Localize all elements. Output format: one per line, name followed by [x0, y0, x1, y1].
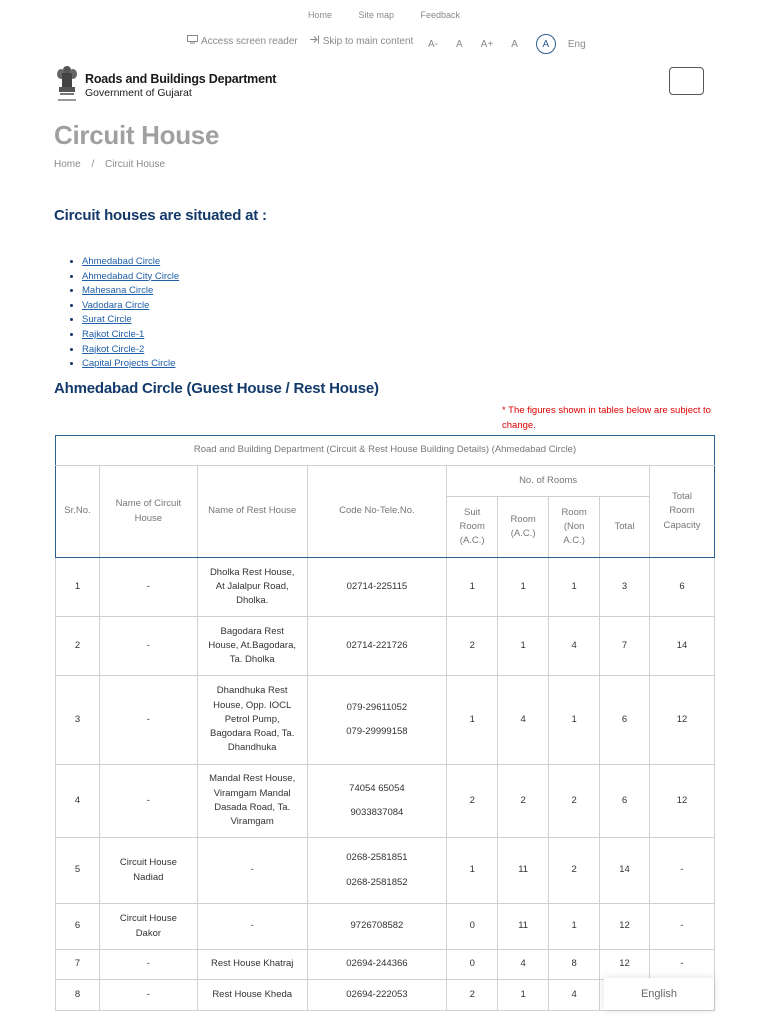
cell-capacity: -: [649, 904, 714, 950]
cell-total: 7: [600, 617, 650, 676]
cell-rest: Dholka Rest House, At Jalalpur Road, Dholka.: [197, 558, 307, 617]
nav-feedback-link[interactable]: Feedback: [420, 10, 461, 20]
header-code-tel: Code No-Tele.No.: [307, 466, 447, 558]
cell-room-ac: 2: [498, 765, 549, 838]
list-item: [82, 328, 179, 343]
cell-srno: 6: [56, 904, 100, 950]
cell-total: 3: [600, 558, 650, 617]
table-row: [56, 838, 715, 904]
cell-suit: 1: [447, 676, 498, 765]
cell-srno: 2: [56, 617, 100, 676]
cell-suit: 2: [447, 765, 498, 838]
breadcrumb-current: Circuit House: [105, 159, 166, 170]
header-room-ac: Room (A.C.): [498, 497, 549, 558]
cell-room-non-ac: 8: [549, 950, 600, 980]
cell-capacity: 6: [649, 558, 714, 617]
cell-srno: 4: [56, 765, 100, 838]
list-item: [82, 270, 179, 285]
government-name: Government of Gujarat: [85, 86, 192, 99]
header-total: Total: [600, 497, 650, 558]
top-nav: [0, 10, 768, 20]
cell-suit: 0: [447, 904, 498, 950]
table-header-row: [56, 466, 715, 497]
cell-suit: 0: [447, 950, 498, 980]
cell-rest: -: [197, 838, 307, 904]
cell-circuit: -: [99, 617, 197, 676]
cell-total: 14: [600, 838, 650, 904]
cell-total: 6: [600, 765, 650, 838]
breadcrumb-separator: /: [91, 159, 95, 170]
table-row: [56, 617, 715, 676]
cell-code-line: 9726708582: [350, 920, 404, 932]
header-rest-house: Name of Rest House: [197, 466, 307, 558]
cell-rest: Bagodara Rest House, At.Bagodara, Ta. Dholka: [197, 617, 307, 676]
cell-suit: 1: [447, 558, 498, 617]
cell-room-ac: 4: [498, 676, 549, 765]
list-item: [82, 255, 179, 270]
circle-list: [82, 255, 179, 372]
list-item: [82, 313, 179, 328]
cell-code-line: 02694-222053: [346, 988, 408, 1000]
header-capacity: Total Room Capacity: [649, 466, 714, 558]
cell-capacity: 14: [649, 617, 714, 676]
table-title: Road and Building Department (Circuit & Rest House Building Details) (Ahmedabad Circle): [56, 436, 715, 466]
table-row: [56, 558, 715, 617]
cell-code: [307, 950, 447, 980]
font-decrease-button[interactable]: A-: [428, 38, 438, 50]
contrast-high-button[interactable]: A: [536, 34, 556, 54]
cell-code-line: 74054 65054: [349, 782, 405, 794]
table-row: [56, 904, 715, 950]
national-emblem-icon: [54, 64, 80, 106]
cell-code: [307, 676, 447, 765]
circle-link-mahesana[interactable]: Mahesana Circle: [82, 285, 154, 297]
nav-home-link[interactable]: Home: [307, 10, 332, 20]
cell-room-ac: 11: [498, 904, 549, 950]
menu-toggle-button[interactable]: [669, 67, 704, 95]
cell-room-non-ac: 4: [549, 617, 600, 676]
font-size-controls: [428, 34, 604, 54]
circle-link-surat[interactable]: Surat Circle: [82, 314, 132, 326]
cell-total: 12: [600, 904, 650, 950]
header-suit-room: Suit Room (A.C.): [447, 497, 498, 558]
cell-room-non-ac: 2: [549, 765, 600, 838]
disclaimer-note: * The figures shown in tables below are subject to change.: [502, 405, 711, 431]
breadcrumb-home[interactable]: Home: [54, 159, 81, 170]
cell-rest: Rest House Khatraj: [197, 950, 307, 980]
cell-suit: 1: [447, 838, 498, 904]
table-title-row: [56, 436, 715, 466]
accessibility-bar: [187, 35, 425, 47]
cell-room-ac: 1: [498, 980, 549, 1011]
cell-room-non-ac: 1: [549, 904, 600, 950]
header-no-of-rooms: No. of Rooms: [447, 466, 650, 497]
cell-capacity: 12: [649, 765, 714, 838]
cell-capacity: 12: [649, 676, 714, 765]
cell-total: 6: [600, 676, 650, 765]
rest-house-table: [55, 435, 715, 1011]
cell-room-non-ac: 4: [549, 980, 600, 1011]
cell-room-non-ac: 1: [549, 676, 600, 765]
skip-content-label: Skip to main content: [322, 35, 414, 47]
site-logo[interactable]: [54, 64, 276, 106]
page-title: Circuit House: [54, 120, 220, 150]
cell-circuit: -: [99, 558, 197, 617]
cell-room-ac: 4: [498, 950, 549, 980]
circle-link-ahmedabad-city[interactable]: Ahmedabad City Circle: [82, 270, 180, 282]
nav-sitemap-link[interactable]: Site map: [358, 10, 394, 20]
contrast-normal-button[interactable]: A: [511, 38, 518, 50]
cell-code: [307, 765, 447, 838]
list-item: [82, 343, 179, 358]
circle-link-capital-projects[interactable]: Capital Projects Circle: [82, 358, 176, 370]
table-row: [56, 765, 715, 838]
cell-code-line: 9033837084: [350, 807, 404, 818]
monitor-icon: [187, 35, 198, 47]
list-item: [82, 357, 179, 372]
cell-circuit: -: [99, 765, 197, 838]
cell-srno: 5: [56, 838, 100, 904]
department-name: Roads and Buildings Department: [85, 71, 277, 86]
breadcrumb: [54, 159, 165, 170]
cell-code-line: 0268-2581852: [346, 876, 408, 888]
cell-capacity: -: [649, 838, 714, 904]
cell-code: [307, 617, 447, 676]
cell-code-line: 0268-2581851: [346, 852, 408, 864]
cell-circuit: -: [99, 980, 197, 1011]
header-room-non-ac: Room (Non A.C.): [549, 497, 600, 558]
cell-code: [307, 558, 447, 617]
cell-code-line: 02714-225115: [346, 580, 408, 592]
language-toggle[interactable]: Eng: [567, 38, 586, 50]
cell-code-line: 079-29999158: [346, 726, 408, 737]
cell-srno: 7: [56, 950, 100, 980]
cell-suit: 2: [447, 617, 498, 676]
cell-code: [307, 980, 447, 1011]
cell-room-ac: 1: [498, 558, 549, 617]
cell-suit: 2: [447, 980, 498, 1011]
circuit-houses-heading: Circuit houses are situated at :: [54, 207, 267, 224]
cell-room-ac: 1: [498, 617, 549, 676]
list-item: [82, 284, 179, 299]
cell-rest: Mandal Rest House, Viramgam Mandal Dasada Road, Ta. Viramgam: [197, 765, 307, 838]
cell-capacity: -: [649, 950, 714, 980]
cell-room-non-ac: 2: [549, 838, 600, 904]
cell-total: 12: [600, 950, 650, 980]
font-normal-button[interactable]: A: [456, 38, 463, 50]
skip-content-link[interactable]: [310, 35, 414, 47]
table-row: [56, 950, 715, 980]
screen-reader-label: Access screen reader: [201, 35, 298, 47]
language-selector-widget[interactable]: English: [604, 978, 714, 1010]
cell-rest: -: [197, 904, 307, 950]
screen-reader-link[interactable]: [187, 35, 298, 47]
cell-circuit: -: [99, 676, 197, 765]
header-circuit-house: Name of Circuit House: [99, 466, 197, 558]
cell-circuit: -: [99, 950, 197, 980]
header-srno: Sr.No.: [56, 466, 100, 558]
circle-link-rajkot-1[interactable]: Rajkot Circle-1: [82, 328, 145, 340]
cell-code-line: 02694-244366: [346, 958, 408, 970]
circle-link-vadodara[interactable]: Vadodara Circle: [82, 299, 150, 311]
cell-circuit: Circuit House Dakor: [99, 904, 197, 950]
table-row: [56, 676, 715, 765]
cell-room-non-ac: 1: [549, 558, 600, 617]
list-item: [82, 299, 179, 314]
ahmedabad-circle-heading: Ahmedabad Circle (Guest House / Rest House): [54, 380, 379, 397]
cell-rest: Rest House Kheda: [197, 980, 307, 1011]
circle-link-rajkot-2[interactable]: Rajkot Circle-2: [82, 343, 145, 355]
cell-srno: 1: [56, 558, 100, 617]
cell-circuit: Circuit House Nadiad: [99, 838, 197, 904]
cell-code: [307, 838, 447, 904]
cell-rest: Dhandhuka Rest House, Opp. IOCL Petrol Pump, Bagodara Road, Ta. Dhandhuka: [197, 676, 307, 765]
cell-room-ac: 11: [498, 838, 549, 904]
circle-link-ahmedabad[interactable]: Ahmedabad Circle: [82, 256, 161, 267]
cell-srno: 3: [56, 676, 100, 765]
cell-code-line: 02714-221726: [346, 639, 408, 651]
cell-srno: 8: [56, 980, 100, 1011]
cell-code: [307, 904, 447, 950]
cell-code-line: 079-29611052: [346, 701, 408, 713]
skip-arrow-icon: [310, 35, 320, 47]
font-increase-button[interactable]: A+: [480, 38, 494, 50]
